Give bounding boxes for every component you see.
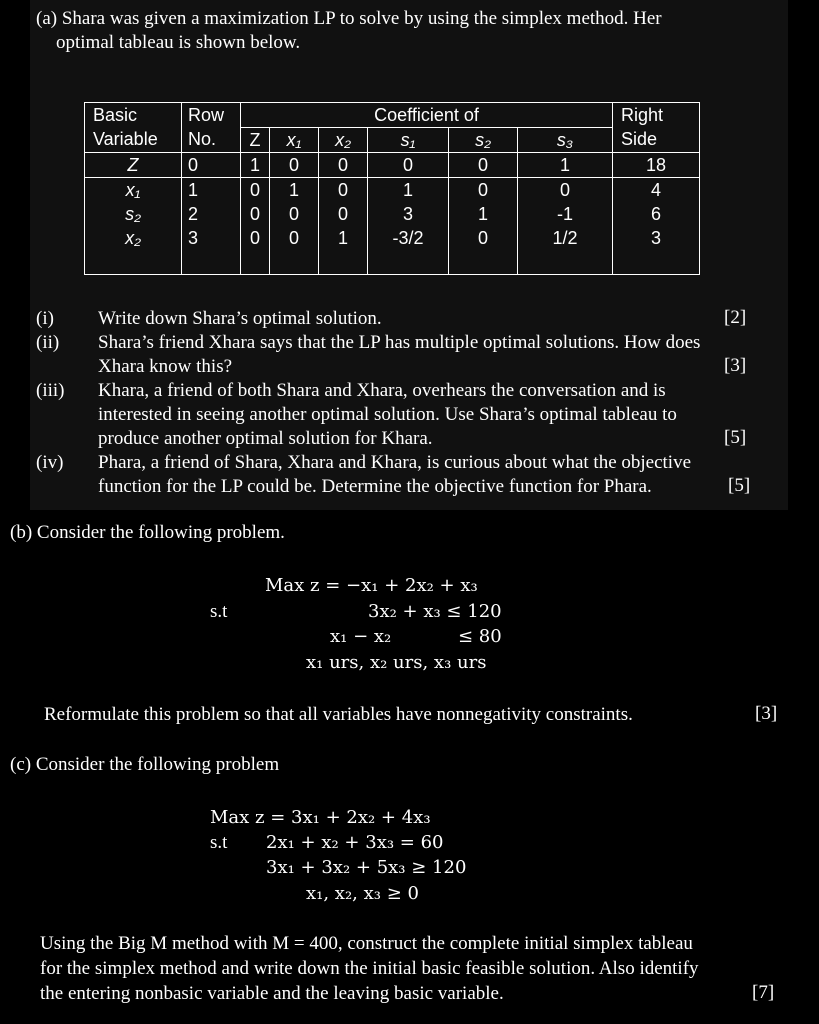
q4-text-2: function for the LP could be. Determine the objective function for Phara. bbox=[98, 476, 652, 497]
q1-number: (i) bbox=[36, 308, 54, 329]
col-x2: x₂ bbox=[319, 128, 368, 153]
q2-mark: [3] bbox=[724, 355, 747, 376]
part-b-constraint-2-lhs: x₁ − x₂ bbox=[330, 626, 392, 647]
q1-text: Write down Shara’s optimal solution. bbox=[98, 308, 382, 329]
part-b-st: s.t bbox=[210, 601, 228, 622]
part-c-question-2: for the simplex method and write down the initial basic feasible solution. Also identify bbox=[40, 958, 699, 979]
header-row-2: No. bbox=[182, 128, 241, 153]
part-c-question-1: Using the Big M method with M = 400, construct the complete initial simplex tableau bbox=[40, 933, 693, 954]
q2-text-2: Xhara know this? bbox=[98, 356, 233, 377]
part-c-intro: (c) Consider the following problem bbox=[10, 754, 280, 775]
part-b-intro: (b) Consider the following problem. bbox=[10, 522, 285, 543]
part-a-intro-line1: (a) Shara was given a maximization LP to solve by using the simplex method. Her bbox=[36, 8, 662, 29]
part-b-constraint-1: 3x₂ + x₃ ≤ 120 bbox=[368, 601, 502, 622]
q3-number: (iii) bbox=[36, 380, 65, 401]
q2-number: (ii) bbox=[36, 332, 60, 353]
q3-text-2: interested in seeing another optimal solution. Use Shara’s optimal tableau to bbox=[98, 404, 677, 425]
col-z: Z bbox=[241, 128, 270, 153]
table-row-z: Z 0 1 0 0 0 0 1 18 bbox=[85, 153, 700, 178]
part-c-st: s.t bbox=[210, 832, 228, 853]
part-c-objective: Max z = 3x₁ + 2x₂ + 4x₃ bbox=[210, 807, 431, 828]
part-c-question-3: the entering nonbasic variable and the leaving basic variable. bbox=[40, 983, 504, 1004]
q4-text-1: Phara, a friend of Shara, Xhara and Khara, is curious about what the objective bbox=[98, 452, 692, 473]
part-b-mark: [3] bbox=[755, 703, 778, 724]
header-rhs-2: Side bbox=[613, 128, 700, 153]
header-rhs: Right bbox=[613, 103, 700, 128]
part-c-constraint-2: 3x₁ + 3x₂ + 5x₃ ≥ 120 bbox=[266, 857, 467, 878]
col-x1: x₁ bbox=[270, 128, 319, 153]
q3-text-3: produce another optimal solution for Khara. bbox=[98, 428, 433, 449]
q2-text-1: Shara’s friend Xhara says that the LP has multiple optimal solutions. How does bbox=[98, 332, 701, 353]
part-b-constraint-2-rhs: ≤ 80 bbox=[458, 626, 502, 647]
q4-mark: [5] bbox=[728, 475, 751, 496]
col-s3: s₃ bbox=[518, 128, 613, 153]
table-row-x2: x₂ 3 0 0 1 -3/2 0 1/2 3 bbox=[85, 226, 700, 250]
part-c-constraint-3: x₁, x₂, x₃ ≥ 0 bbox=[306, 883, 419, 904]
optimal-tableau bbox=[84, 102, 700, 275]
table-row-x1: x₁ 1 0 1 0 1 0 0 4 bbox=[85, 178, 700, 203]
q3-text-1: Khara, a friend of both Shara and Xhara, overhears the conversation and is bbox=[98, 380, 666, 401]
part-b-constraint-3: x₁ urs, x₂ urs, x₃ urs bbox=[306, 652, 487, 673]
header-coefficient: Coefficient of bbox=[241, 103, 613, 128]
header-row: Row bbox=[182, 103, 241, 128]
part-b-question: Reformulate this problem so that all variables have nonnegativity constraints. bbox=[44, 704, 633, 725]
col-s2: s₂ bbox=[449, 128, 518, 153]
header-basic-2: Variable bbox=[85, 128, 182, 153]
part-c-constraint-1: 2x₁ + x₂ + 3x₃ = 60 bbox=[266, 832, 444, 853]
part-c-mark: [7] bbox=[752, 982, 775, 1003]
part-a-intro-line2: optimal tableau is shown below. bbox=[56, 32, 301, 53]
table-row-blank bbox=[85, 250, 700, 275]
table-row-s2: s₂ 2 0 0 0 3 1 -1 6 bbox=[85, 202, 700, 226]
header-basic: Basic bbox=[85, 103, 182, 128]
col-s1: s₁ bbox=[368, 128, 449, 153]
q1-mark: [2] bbox=[724, 307, 747, 328]
q4-number: (iv) bbox=[36, 452, 64, 473]
part-b-objective: Max z = −x₁ + 2x₂ + x₃ bbox=[265, 575, 478, 596]
q3-mark: [5] bbox=[724, 427, 747, 448]
